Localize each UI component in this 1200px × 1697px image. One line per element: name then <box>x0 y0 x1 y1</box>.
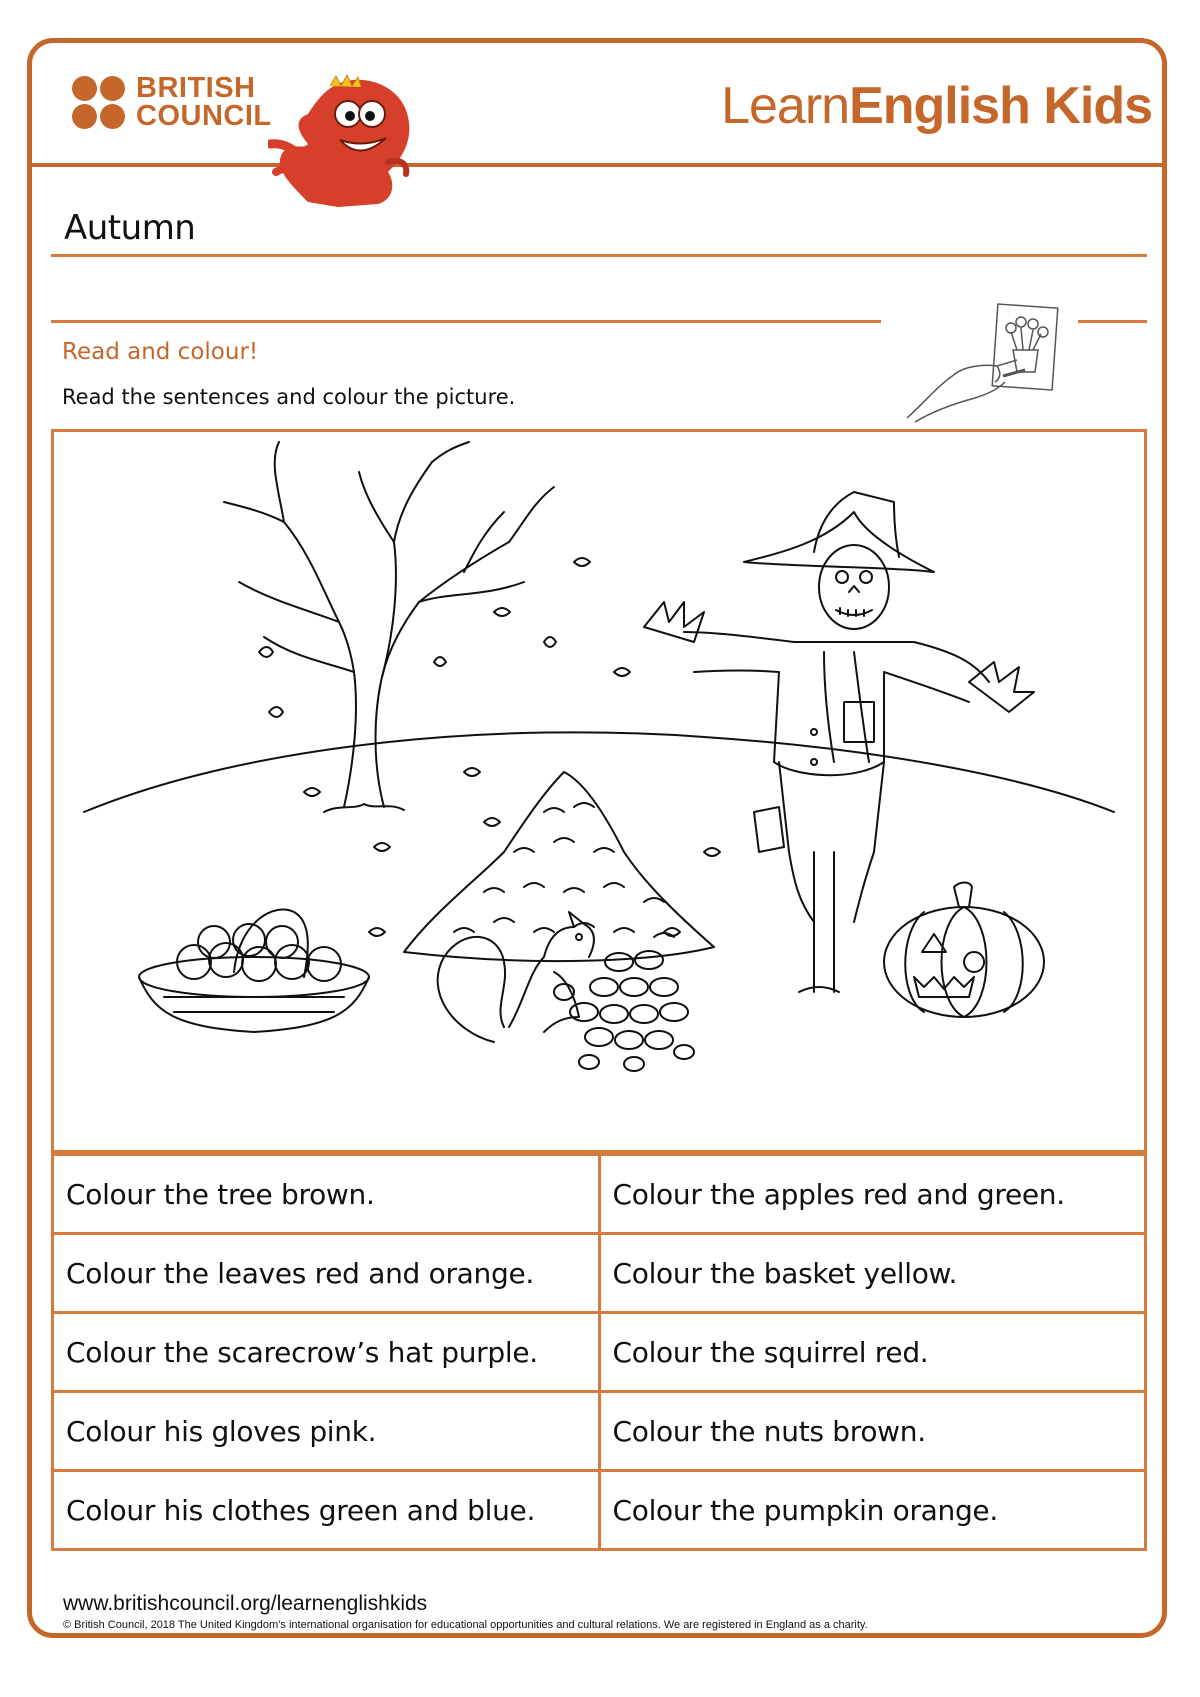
header-divider <box>30 163 1166 167</box>
drawing-hand-icon <box>905 298 1065 423</box>
sentence-table <box>51 1153 1147 1551</box>
footer-copyright: © British Council, 2018 The United Kingdom’s international organisation for educational opportunities and cultural relations. We are registered in England as a charity. <box>63 1619 868 1631</box>
section-rule-right <box>1078 320 1147 323</box>
section-rule-left <box>51 320 881 323</box>
sentence-cell: Colour the apples red and green. <box>599 1155 1146 1234</box>
worksheet-title: Autumn <box>64 208 196 248</box>
footer-url-link[interactable]: www.britishcouncil.org/learnenglishkids <box>63 1592 428 1615</box>
squirrel <box>438 912 594 1042</box>
autumn-colouring-picture <box>51 429 1147 1153</box>
sentence-cell: Colour the nuts brown. <box>599 1392 1146 1471</box>
table-row <box>53 1471 1146 1550</box>
sentence-cell: Colour the tree brown. <box>53 1155 600 1234</box>
sentence-cell: Colour the squirrel red. <box>599 1313 1146 1392</box>
table-row <box>53 1392 1146 1471</box>
table-row <box>53 1234 1146 1313</box>
sentence-cell: Colour the scarecrow’s hat purple. <box>53 1313 600 1392</box>
nuts-pile <box>570 951 694 1071</box>
section-heading: Read and colour! <box>62 339 259 365</box>
sentence-cell: Colour the leaves red and orange. <box>53 1234 600 1313</box>
hill-line <box>84 732 1114 812</box>
sentence-cell: Colour the pumpkin orange. <box>599 1471 1146 1550</box>
learnenglish-kids-logo <box>721 76 1152 136</box>
table-row <box>53 1313 1146 1392</box>
pumpkin <box>884 882 1044 1017</box>
bc-logo-line2: COUNCIL <box>136 100 272 132</box>
instruction-text: Read the sentences and colour the picture. <box>62 385 516 409</box>
lek-logo-english-kids: English Kids <box>849 77 1152 135</box>
british-council-wordmark <box>136 74 272 130</box>
bc-logo-line1: BRITISH <box>136 72 256 104</box>
sentence-cell: Colour the basket yellow. <box>599 1234 1146 1313</box>
lek-logo-learn: Learn <box>721 77 850 135</box>
british-council-logo-icon <box>72 76 130 132</box>
monster-mascot-icon <box>268 72 418 212</box>
falling-leaves <box>259 558 720 936</box>
table-row <box>53 1155 1146 1234</box>
leaf-pile <box>404 772 714 961</box>
basket-of-apples <box>139 910 369 1033</box>
sentence-cell: Colour his clothes green and blue. <box>53 1471 600 1550</box>
title-rule <box>51 254 1147 257</box>
tree <box>224 442 554 812</box>
autumn-scene-illustration <box>54 432 1144 1150</box>
sentence-cell: Colour his gloves pink. <box>53 1392 600 1471</box>
